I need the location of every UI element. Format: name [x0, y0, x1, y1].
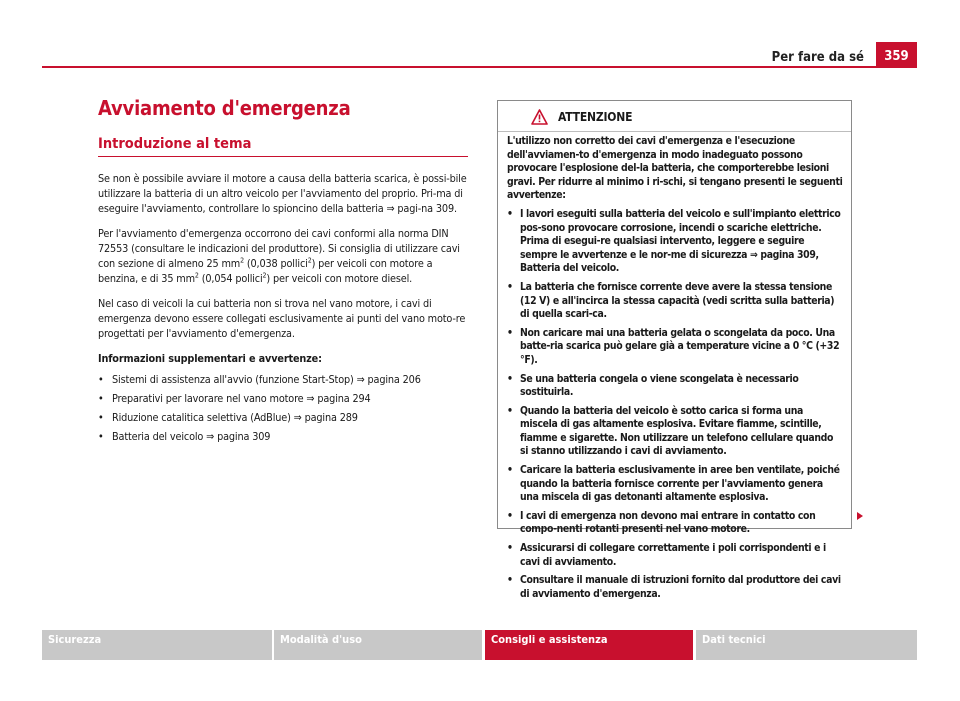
- warning-item: • Non caricare mai una batteria gelata o scongelata da poco. Una batte-ria scarica può gelare già a temperature vicine a 0 °C (+32 °F).: [507, 327, 843, 368]
- warning-item: • Consultare il manuale di istruzioni fornito dal produttore dei cavi di avviamento d'emergenza.: [507, 574, 843, 601]
- warning-box: [497, 100, 852, 600]
- intro-paragraph: Se non è possibile avviare il motore a causa della batteria scarica, è possi-bile utilizzare la batteria di un altro veicolo per l'avviamento del proprio. Pri-ma di eseguire l'avviamento, controllare lo spioncino della batteria ⇒ pagi-na 309.: [98, 172, 467, 215]
- list-item[interactable]: • Batteria del veicolo ⇒ pagina 309: [98, 429, 468, 444]
- tab-consigli-assistenza[interactable]: Consigli e assistenza: [485, 630, 693, 660]
- tab-modalita-uso[interactable]: Modalità d'uso: [274, 630, 482, 660]
- running-header-title: Per fare da sé: [771, 50, 864, 65]
- warning-intro: L'utilizzo non corretto dei cavi d'emergenza e l'esecuzione dell'avviamen-to d'emergenza in modo inadeguato possono provocare l'esplosione del-la batteria, che comporterebbe lesioni gravi. Per ridurre al minimo i ri-schi, si tengano presenti le seguenti avvertenze:: [507, 135, 843, 202]
- header-rule: [42, 66, 917, 68]
- warning-title: ATTENZIONE: [558, 110, 633, 124]
- warning-item: • Caricare la batteria esclusivamente in aree ben ventilate, poiché quando la batteria fornisce corrente per l'avviamento genera una miscela di gas detonanti altamente esplosiva.: [507, 464, 843, 505]
- page-number: 359: [876, 42, 917, 68]
- info-list: [98, 372, 468, 444]
- warning-item: • Quando la batteria del veicolo è sotto carica si forma una miscela di gas altamente esplosiva. Evitare fiamme, scintille, fiamme e sigarette. Non utilizzare un telefono cellulare quando si stanno utilizzando i cavi di avviamento.: [507, 405, 843, 459]
- page-title: Avviamento d'emergenza: [98, 96, 351, 120]
- warning-item: • I cavi di emergenza non devono mai entrare in contatto con compo-nenti rotanti presenti nel vano motore.: [507, 510, 843, 537]
- tab-sicurezza[interactable]: Sicurezza: [42, 630, 272, 660]
- cables-paragraph: Per l'avviamento d'emergenza occorrono dei cavi conformi alla norma DIN 72553 (consultare le indicazioni del produttore). Si consiglia di utilizzare cavi con sezione di almeno 25 $mm^2$ (0,038 pollici$^2$) per veicoli con motore a benzina, e di 35 $mm^2$ (0,054 pollici$^2$) per veicoli con motore diesel.: [98, 227, 460, 285]
- list-item[interactable]: • Riduzione catalitica selettiva (AdBlue) ⇒ pagina 289: [98, 410, 468, 425]
- section-subtitle: Introduzione al tema: [98, 136, 468, 157]
- warning-header: [498, 101, 851, 132]
- battery-location-paragraph: Nel caso di veicoli la cui batteria non si trova nel vano motore, i cavi di emergenza devono essere collegati esclusivamente ai punti del vano moto-re progettati per l'avviamento d'emergenza.: [98, 297, 466, 340]
- warning-triangle-icon: [531, 109, 548, 125]
- warning-item: • I lavori eseguiti sulla batteria del veicolo e sull'impianto elettrico pos-sono provocare corrosione, incendi o scariche elettriche. Prima di esegui-re qualsiasi intervento, leggere e seguire sempre le avvertenze e le nor-me di sicurezza ⇒ pagina 309, Batteria del veicolo.: [507, 208, 843, 276]
- list-item[interactable]: • Sistemi di assistenza all'avvio (funzione Start-Stop) ⇒ pagina 206: [98, 372, 468, 387]
- continue-arrow-icon[interactable]: [857, 512, 863, 520]
- list-item[interactable]: • Preparativi per lavorare nel vano motore ⇒ pagina 294: [98, 391, 468, 406]
- warning-item: • La batteria che fornisce corrente deve avere la stessa tensione (12 V) e all'incirca la stessa capacità (vedi scritta sulla batteria) di quella scari-ca.: [507, 281, 843, 322]
- main-content: [98, 96, 468, 448]
- warning-item: • Assicurarsi di collegare correttamente i poli corrispondenti e i cavi di avviamento.: [507, 542, 843, 569]
- warning-body: [498, 132, 851, 601]
- tab-dati-tecnici[interactable]: Dati tecnici: [696, 630, 917, 660]
- warning-item: • Se una batteria congela o viene scongelata è necessario sostituirla.: [507, 373, 843, 400]
- info-heading: Informazioni supplementari e avvertenze:: [98, 352, 322, 365]
